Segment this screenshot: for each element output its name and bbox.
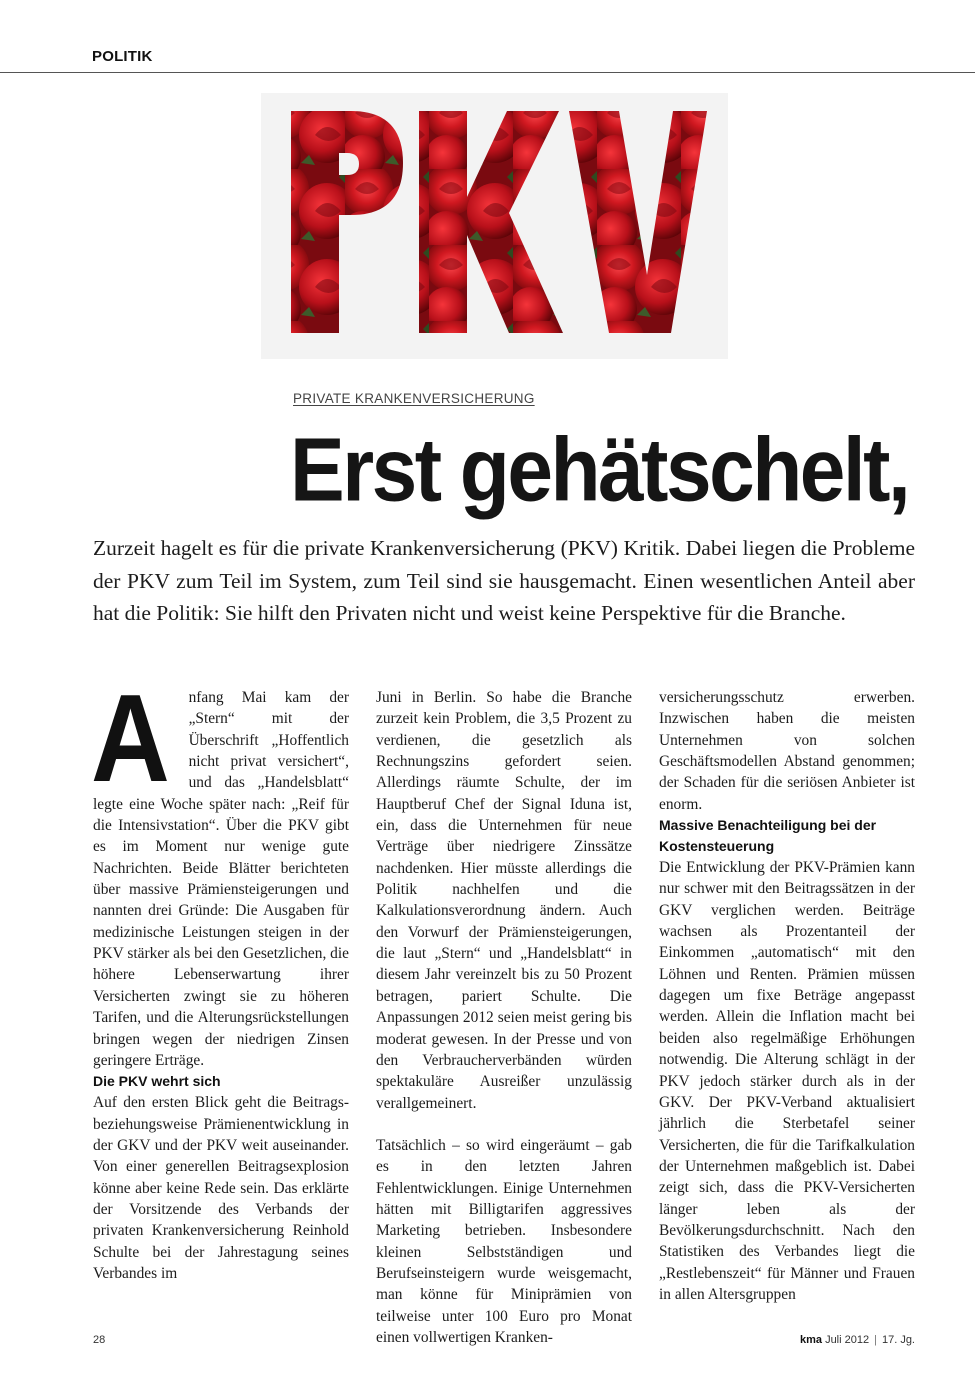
hero-image-pkv-roses xyxy=(261,93,728,359)
letter-k xyxy=(419,111,563,333)
drop-cap: A xyxy=(91,670,170,808)
subhead-pkv-wehrt-sich: Die PKV wehrt sich xyxy=(93,1073,221,1090)
body-paragraph: Die Entwicklung der PKV-Prämien kann nur schwer mit den Beitragssätzen in der GKV verglichen werden. Beiträge wachsen als Prozentanteil der Einkommen „automatisch“ mit den Löhnen und Renten. Prämien müssen dagegen um fixe Beträge angepasst werden. Allein die Inflation macht bei beiden also regelmäßige Erhöhungen notwendig. Die Alterung schlägt in der PKV jedoch stärker durch als in der GKV. Der PKV-Verband aktualisiert jährlich die Sterbetafel seiner Versicherten, die für die Tarifkalkulation der Unternehmen maßgeblich ist. Dabei zeigt sich, dass die PKV-Versicherten länger leben als der Bevölkerungsdurchschnitt. Nach den Statistiken des Verbandes liegt die „Restlebenszeit“ für Männer und Frauen in allen Altersgruppen xyxy=(659,859,915,1303)
body-paragraph: Tatsächlich – so wird eingeräumt – gab es in den letzten Jahren Fehlentwicklungen. Einige Unternehmen hätten mit Billigtarifen aggressives Marketing betrieben. Insbesondere kleinen Selbstständigen und Berufseinsteigern wurde weisgemacht, man könne für Miniprämien von teilweise unter 100 Euro pro Monat einen vollwertigen Kranken- xyxy=(376,1136,632,1346)
letter-p xyxy=(291,111,403,333)
body-paragraph: versicherungsschutz erwerben. Inzwischen haben die meisten Unternehmen von solchen Geschäftsmodellen Abstand genommen; der Schaden für die seriösen Anbieter ist enorm. xyxy=(659,689,915,813)
section-label: POLITIK xyxy=(92,48,153,65)
article-headline: Erst gehätschelt, xyxy=(290,420,909,521)
issue-date: Juli 2012 xyxy=(825,1334,870,1346)
footer-issue xyxy=(800,1334,915,1346)
footer-separator: | xyxy=(874,1334,877,1346)
article-lead: Zurzeit hagelt es für die private Krankenversicherung (PKV) Kritik. Dabei liegen die Probleme der PKV zum Teil im System, zum Teil sind sie hausgemacht. Einen wesentlichen Anteil aber hat die Politik: Sie hilft den Privaten nicht und weist keine Perspektive für die Branche. xyxy=(93,536,915,625)
subhead-massive-benachteiligung: Massive Benachteiligung bei der Kostensteuerung xyxy=(659,817,877,855)
article-column-1 xyxy=(91,670,349,1284)
intro-text: nfang Mai kam der „Stern“ mit der Überschrift „Hoffentlich nicht privat versichert“, und das „Handelsblatt“ legte eine Woche später nach: „Reif für die Intensivstation“. Über die PKV gibt es im Moment nur wenige gute Nachrichten. Beide Blätter berichteten über massive Prämiensteigerungen und nannten drei Gründe: Die Ausgaben für medizinische Leistungen steigen in der PKV stärker als bei den Gesetzlichen, die höhere Lebenserwartung ihrer Versicherten zwingt sie zu höheren Tarifen, und die Alterungsrückstellungen bringen wegen der niedrigen Zinsen geringere Erträge. xyxy=(93,689,349,1069)
pkv-roses-graphic xyxy=(261,93,728,359)
body-paragraph: Juni in Berlin. So habe die Branche zurzeit kein Problem, die 3,5 Prozent zu verdienen, die gesetzlich als Rechnungszins gefordert seien. Allerdings räumte Schulte, der im Hauptberuf Chef der Signal Iduna ist, ein, dass die Unternehmen für neue Verträge über niedrigere Zinssätze nachdenken. Hier müsste allerdings die Politik nachhelfen und die Kalkulationsverordnung ändern. Auch den Vorwurf der Prämiensteigerungen, die laut „Stern“ und „Handelsblatt“ in diesem Jahr vereinzelt bis zu 50 Prozent betragen, pariert Schulte. Die Anpassungen 2012 seien meist gering bis moderat gewesen. In der Presse und von den Verbraucherverbänden würden spektakuläre Ausreißer unzulässig verallgemeinert. xyxy=(376,689,632,1112)
header-rule xyxy=(0,72,975,73)
magazine-brand: kma xyxy=(799,1334,822,1346)
article-kicker: PRIVATE KRANKENVERSICHERUNG xyxy=(293,391,535,406)
page-number: 28 xyxy=(93,1334,106,1346)
letter-v xyxy=(569,111,707,333)
intro-paragraph xyxy=(91,670,349,1071)
body-paragraph: Auf den ersten Blick geht die Beitrags- beziehungsweise Prämienentwicklung in der GKV und der PKV weit auseinander. Von einer generellen Beitragsexplosion könne aber keine Rede sein. Das erklärte der Vorsitzende des Verbands der privaten Krankenversicherung Reinhold Schulte bei der Jahrestagung seines Verbandes im xyxy=(93,1094,349,1282)
article-column-3 xyxy=(659,687,915,1305)
article-column-2 xyxy=(376,687,632,1348)
volume: 17. Jg. xyxy=(881,1334,915,1346)
